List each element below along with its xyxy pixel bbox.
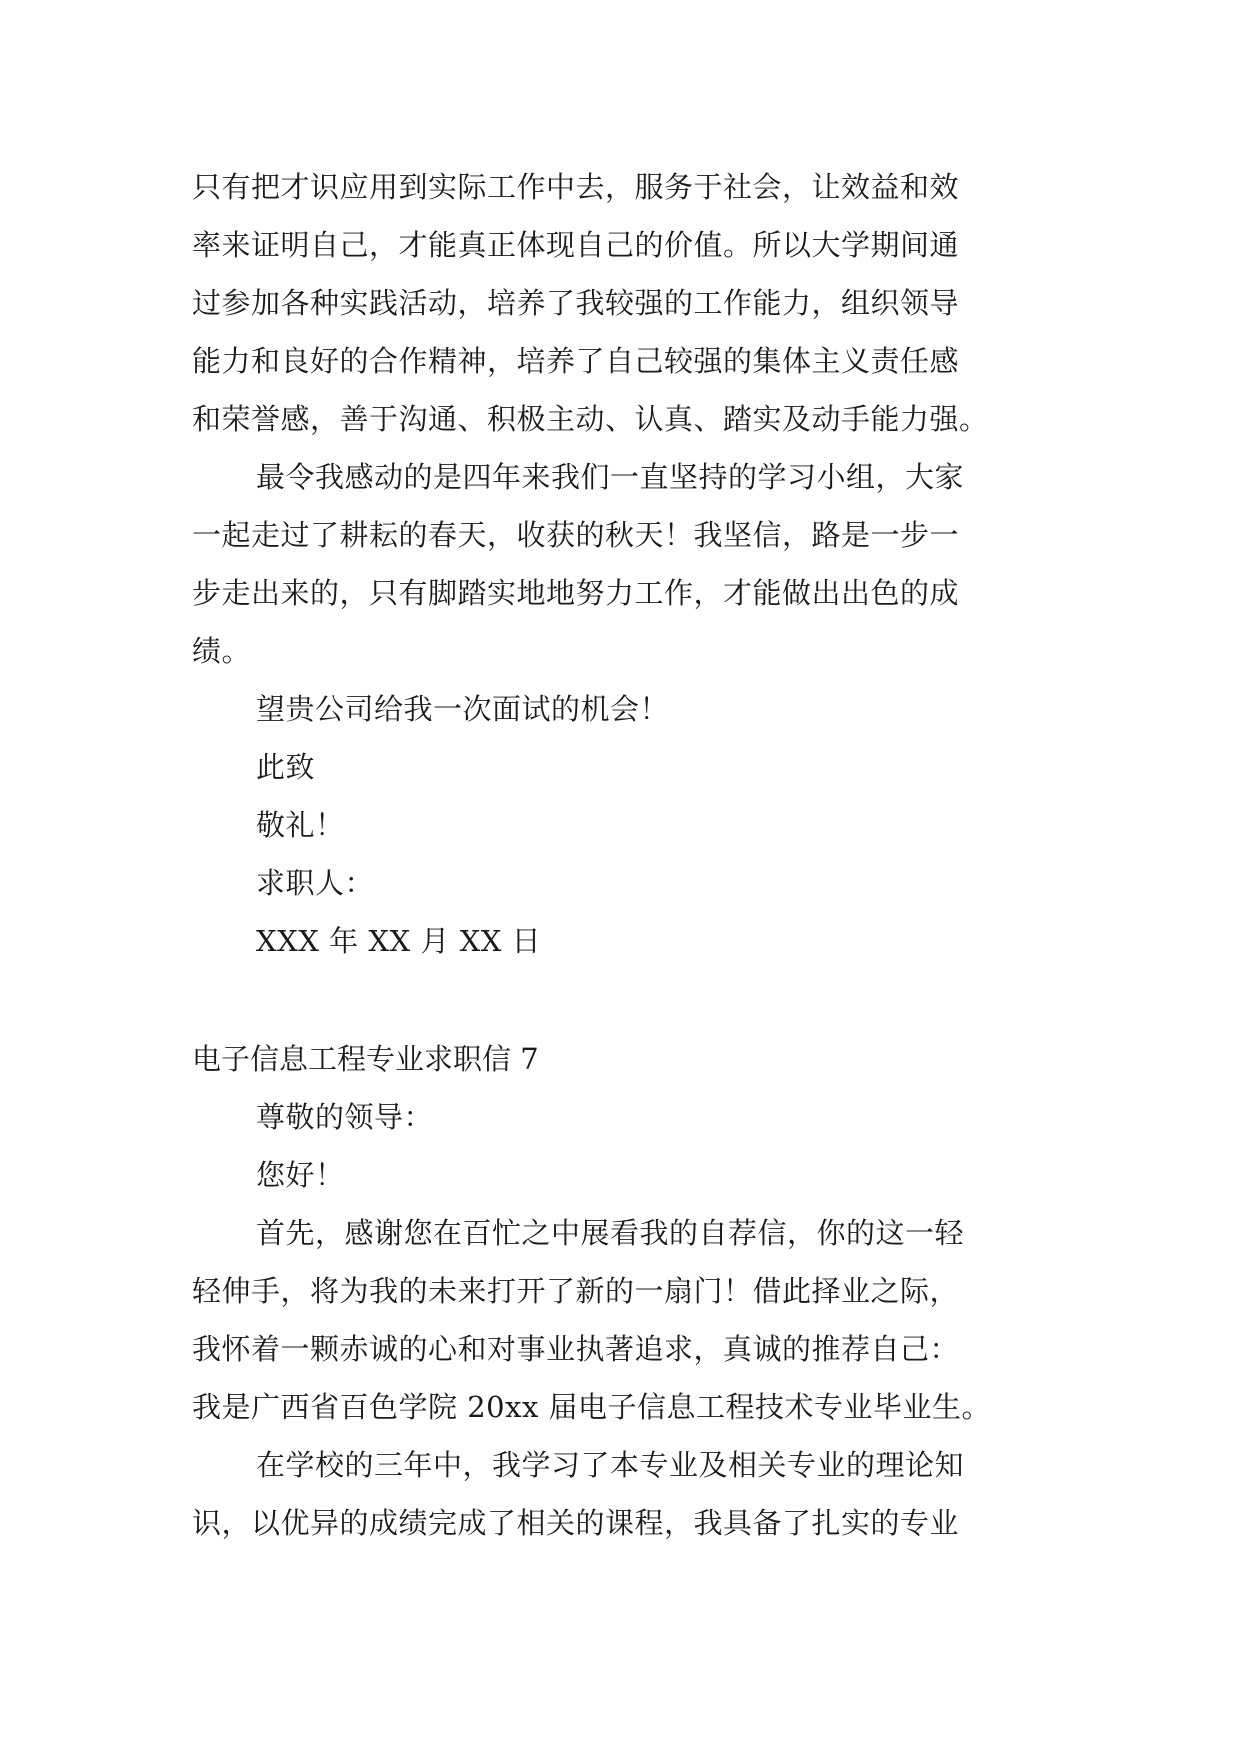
section2-paragraph2 (192, 1436, 1062, 1552)
salutation: 尊敬的领导： (256, 1100, 434, 1134)
text-line: 最令我感动的是四年来我们一直坚持的学习小组，大家 (256, 460, 965, 494)
text-line: 能力和良好的合作精神，培养了自己较强的集体主义责任感 (192, 344, 960, 378)
text-line: 我怀着一颗赤诚的心和对事业执著追求，真诚的推荐自己： (192, 1332, 960, 1366)
letter-closing (192, 680, 1062, 970)
section-spacer (192, 970, 1062, 1030)
text-line: 我是广西省百色学院 20xx 届电子信息工程技术专业毕业生。 (192, 1390, 992, 1424)
text-line: 一起走过了耕耘的春天，收获的秋天！我坚信，路是一步一 (192, 518, 960, 552)
text-line: 识，以优异的成绩完成了相关的课程，我具备了扎实的专业 (192, 1506, 960, 1540)
section1-paragraph1 (192, 158, 1062, 448)
text-line: 过参加各种实践活动，培养了我较强的工作能力，组织领导 (192, 286, 960, 320)
applicant-label: 求职人： (256, 866, 375, 900)
interview-request: 望贵公司给我一次面试的机会！ (256, 692, 670, 726)
document-page (192, 158, 1062, 1552)
text-line: 轻伸手，将为我的未来打开了新的一扇门！借此择业之际， (192, 1274, 960, 1308)
letter-date: XXX 年 XX 月 XX 日 (256, 924, 542, 958)
text-line: 首先，感谢您在百忙之中展看我的自荐信，你的这一轻 (256, 1216, 965, 1250)
closing-phrase: 此致 (256, 750, 316, 784)
section1-paragraph2 (192, 448, 1062, 680)
greeting: 您好！ (256, 1158, 345, 1192)
section-title: 电子信息工程专业求职信 7 (192, 1042, 539, 1076)
text-line: 和荣誉感，善于沟通、积极主动、认真、踏实及动手能力强。 (192, 402, 989, 436)
closing-salute: 敬礼！ (256, 808, 345, 842)
text-line: 率来证明自己，才能真正体现自己的价值。所以大学期间通 (192, 228, 960, 262)
text-line: 绩。 (192, 634, 252, 668)
text-line: 在学校的三年中，我学习了本专业及相关专业的理论知 (256, 1448, 965, 1482)
text-line: 步走出来的，只有脚踏实地地努力工作，才能做出出色的成 (192, 576, 960, 610)
section2-paragraph1 (192, 1204, 1062, 1436)
text-line: 只有把才识应用到实际工作中去，服务于社会，让效益和效 (192, 170, 960, 204)
